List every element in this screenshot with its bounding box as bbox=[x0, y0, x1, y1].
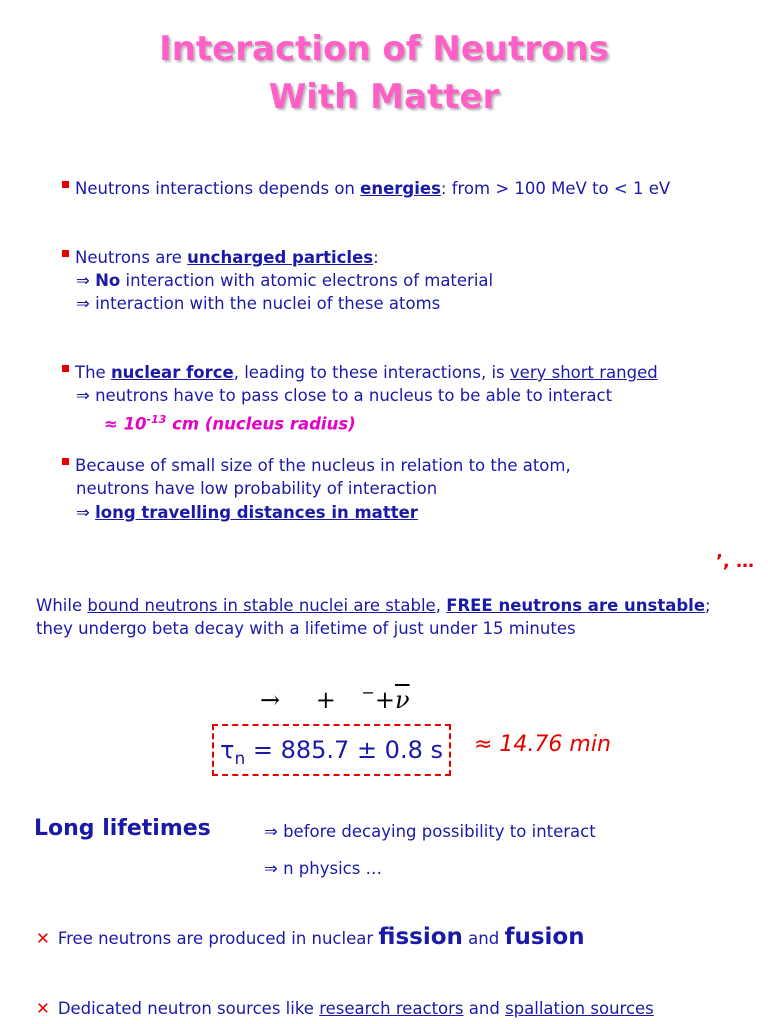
no-text: No bbox=[95, 271, 121, 290]
text: ; bbox=[705, 596, 711, 615]
nuclear-force-sub1: ⇒ neutrons have to pass close to a nucleus to be able to interact bbox=[76, 386, 613, 405]
plus: + bbox=[315, 686, 336, 714]
antineutrino: $\overline{\nu}$ bbox=[395, 686, 410, 714]
bullet-energies bbox=[62, 177, 670, 200]
fission-fusion-item bbox=[36, 926, 585, 950]
long-travelling-distances: long travelling distances in matter bbox=[95, 503, 418, 522]
lifetime-box bbox=[212, 724, 451, 776]
bullet-small-size bbox=[62, 454, 571, 477]
arrow: → bbox=[260, 686, 281, 714]
energies-link: energies bbox=[360, 179, 441, 198]
bullet-square-icon bbox=[62, 365, 69, 372]
bullet-nuclear-force bbox=[62, 361, 658, 384]
text: and bbox=[462, 929, 505, 948]
text: While bbox=[36, 596, 88, 615]
long-lifetimes-label: Long lifetimes bbox=[34, 816, 211, 841]
lifetime-minutes: ≈ 14.76 min bbox=[474, 732, 611, 757]
text: cm (nucleus radius) bbox=[166, 414, 356, 434]
text: Free neutrons are produced in nuclear bbox=[57, 929, 379, 948]
decay-formula bbox=[260, 683, 410, 714]
text: , bbox=[435, 596, 447, 615]
text: Dedicated neutron sources like bbox=[57, 999, 320, 1018]
uncharged-sub1 bbox=[76, 269, 493, 292]
free-neutrons-unstable: FREE neutrons are unstable bbox=[446, 596, 706, 615]
bullet-square-icon bbox=[62, 181, 69, 188]
cross-icon: ✕ bbox=[36, 929, 50, 948]
text: Because of small size of the nucleus in relation to the atom, bbox=[75, 456, 571, 475]
very-short-ranged: very short ranged bbox=[509, 363, 658, 382]
plus: + bbox=[374, 686, 396, 714]
decay-line1 bbox=[36, 594, 711, 617]
decay-line2: they undergo beta decay with a lifetime of just under 15 minutes bbox=[36, 619, 576, 638]
text: : bbox=[373, 248, 379, 267]
minus-superscript: − bbox=[361, 683, 375, 702]
long-lifetimes-item2: ⇒ n physics … bbox=[264, 859, 383, 878]
cross-icon: ✕ bbox=[36, 999, 50, 1018]
nucleus-radius bbox=[104, 408, 356, 436]
exponent: -13 bbox=[146, 413, 167, 426]
page-title-line2: With Matter bbox=[268, 77, 500, 117]
bullet-square-icon bbox=[62, 458, 69, 465]
text: Neutrons are bbox=[75, 248, 188, 267]
text: The bbox=[75, 363, 111, 382]
research-reactors: research reactors bbox=[319, 999, 464, 1018]
arrow: ⇒ bbox=[76, 271, 96, 290]
text: : from > 100 MeV to < 1 eV bbox=[440, 179, 671, 198]
long-lifetimes-item1: ⇒ before decaying possibility to interact bbox=[264, 822, 596, 841]
text: interaction with atomic electrons of material bbox=[120, 271, 494, 290]
bound-neutrons: bound neutrons in stable nuclei are stable bbox=[87, 596, 436, 615]
tau-subscript: n bbox=[234, 748, 246, 769]
uncharged-sub2: ⇒ interaction with the nuclei of these atoms bbox=[76, 294, 441, 313]
tau-symbol: τ bbox=[220, 736, 235, 764]
text: and bbox=[463, 999, 506, 1018]
text: , leading to these interactions, is bbox=[233, 363, 510, 382]
text: ≈ 10 bbox=[104, 414, 147, 434]
fission: fission bbox=[378, 924, 463, 950]
arrow: ⇒ bbox=[76, 503, 96, 522]
lifetime-value: = 885.7 ± 0.8 s bbox=[245, 736, 443, 764]
neutron-sources-item bbox=[36, 997, 654, 1020]
nuclear-force: nuclear force bbox=[110, 363, 234, 382]
small-size-line2: neutrons have low probability of interaction bbox=[76, 479, 438, 498]
side-note: ’, … bbox=[716, 551, 754, 572]
bullet-square-icon bbox=[62, 250, 69, 257]
bullet-uncharged bbox=[62, 246, 379, 269]
small-size-sub bbox=[76, 501, 418, 524]
text: Neutrons interactions depends on bbox=[75, 179, 361, 198]
spallation-sources: spallation sources bbox=[505, 999, 654, 1018]
uncharged-particles: uncharged particles bbox=[187, 248, 374, 267]
page-title-line1: Interaction of Neutrons bbox=[159, 29, 609, 69]
fusion: fusion bbox=[504, 924, 585, 950]
